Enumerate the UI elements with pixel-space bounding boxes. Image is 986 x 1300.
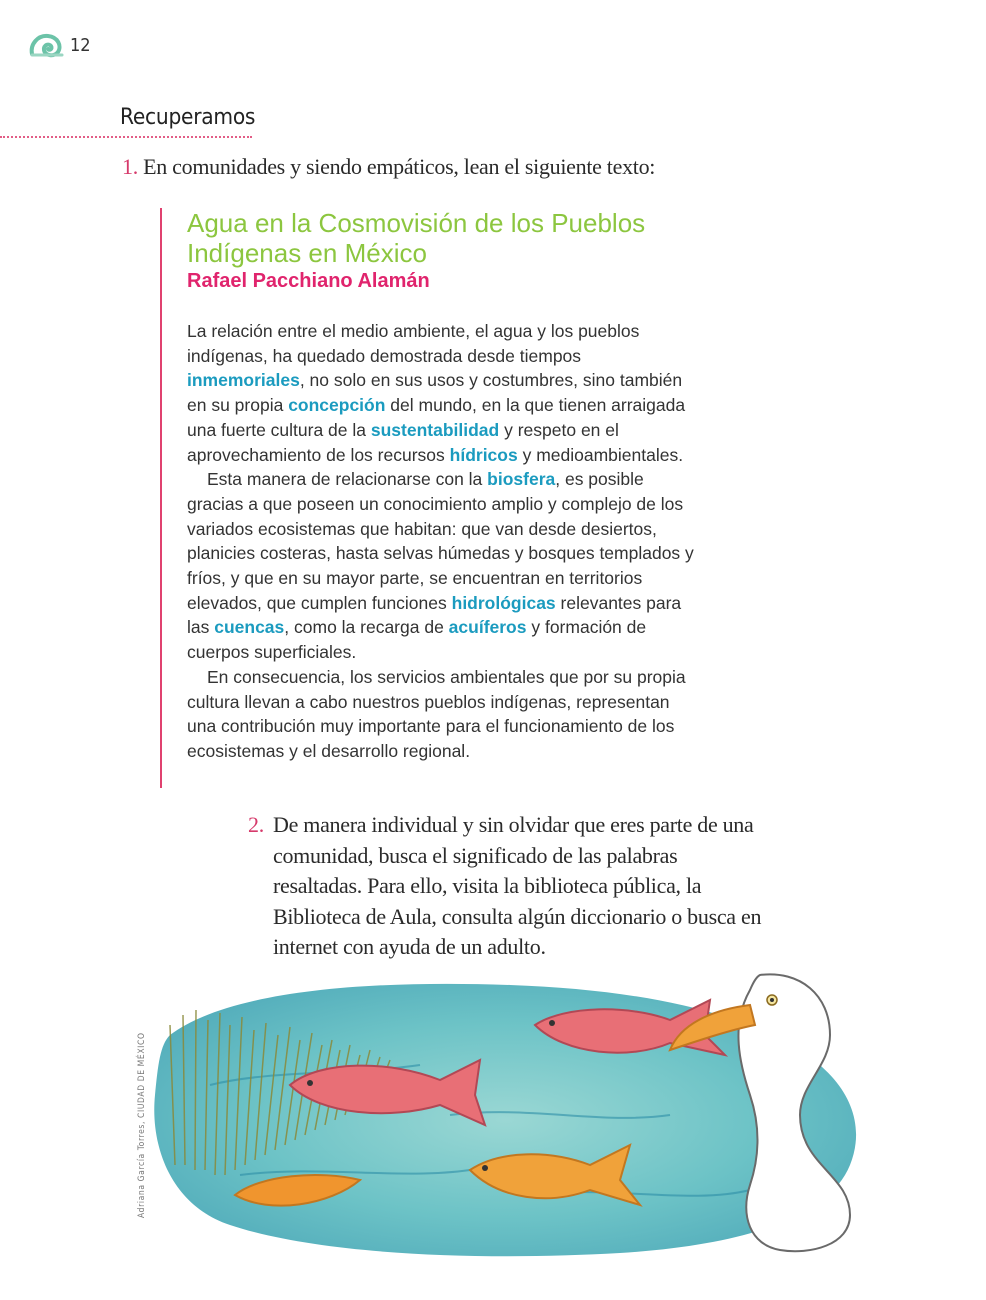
text-span: relevantes para las [187, 592, 682, 638]
text-span: Esta manera de relacionarse con la [207, 469, 488, 490]
text-span: y respeto en el aprovechamiento de los recursos [187, 419, 619, 465]
text-span: y formación de cuerpos superficiales. [187, 617, 647, 663]
task-1-number: 1. [122, 154, 138, 179]
text-span: del mundo, en la que tienen arraigada una fuerte cultura de la [187, 395, 686, 440]
task-2-text: De manera individual y sin olvidar que eres parte de una comunidad, busca el significado de las palabras resaltadas. Para ello, visita la biblioteca pública, la Biblioteca de Aula, consulta algún diccionario o busca en internet con ayuda de un adulto. [273, 812, 762, 959]
reading-title [187, 208, 700, 268]
keyword: acuíferos [448, 617, 527, 638]
text-span: , como la recarga de [284, 617, 449, 638]
text-span: , no solo en sus usos y costumbres, sino también en su propia [187, 370, 683, 416]
keyword: sustentabilidad [370, 419, 500, 440]
task-2-number: 2. [248, 812, 264, 837]
reading-title-line-2: Indígenas en México [187, 238, 427, 268]
keyword: concepción [288, 395, 386, 416]
reading-paragraph-1 [187, 319, 700, 467]
fish-and-pelican-illustration [150, 965, 880, 1260]
section-divider [0, 136, 252, 138]
reading-title-line-1: Agua en la Cosmovisión de los Pueblos [187, 208, 646, 238]
keyword: biosfera [487, 469, 556, 490]
task-2 [248, 810, 768, 963]
section-title: Recuperamos [120, 105, 256, 130]
keyword: inmemoriales [187, 370, 300, 391]
keyword: hídricos [449, 444, 518, 465]
page-number: 12 [70, 34, 91, 56]
reading-paragraph-2 [187, 467, 700, 665]
reading-box [160, 208, 700, 788]
keyword: cuencas [214, 617, 285, 638]
task-1 [122, 154, 655, 180]
spiral-shell-icon [28, 32, 64, 58]
text-span: La relación entre el medio ambiente, el agua y los pueblos indígenas, ha quedado demostrada desde tiempos [187, 321, 640, 366]
page-header [28, 32, 91, 58]
illustration-credit: Adriana García Torres, CIUDAD DE MÉXICO [137, 1032, 147, 1218]
text-span: En consecuencia, los servicios ambientales que por su propia cultura llevan a cabo nuestros pueblos indígenas, representan una contribución muy importante para el funcionamiento de los ecosistemas y el desarrollo regional. [187, 666, 686, 761]
text-span: y medioambientales. [517, 444, 684, 465]
reading-body [187, 319, 700, 764]
task-1-text: En comunidades y siendo empáticos, lean el siguiente texto: [143, 154, 656, 179]
keyword: hidrológicas [451, 592, 556, 613]
reading-author: Rafael Pacchiano Alamán [187, 270, 430, 292]
text-span: , es posible gracias a que poseen un conocimiento amplio y complejo de los variados ecosistemas que habitan: que van desde desiertos, planicies costeras, hasta selvas húmedas y bosques templados y fríos, y que en su mayor parte, se encuentran en territorios elevados, que cumplen funciones [187, 469, 694, 613]
reading-paragraph-3 [187, 665, 700, 764]
